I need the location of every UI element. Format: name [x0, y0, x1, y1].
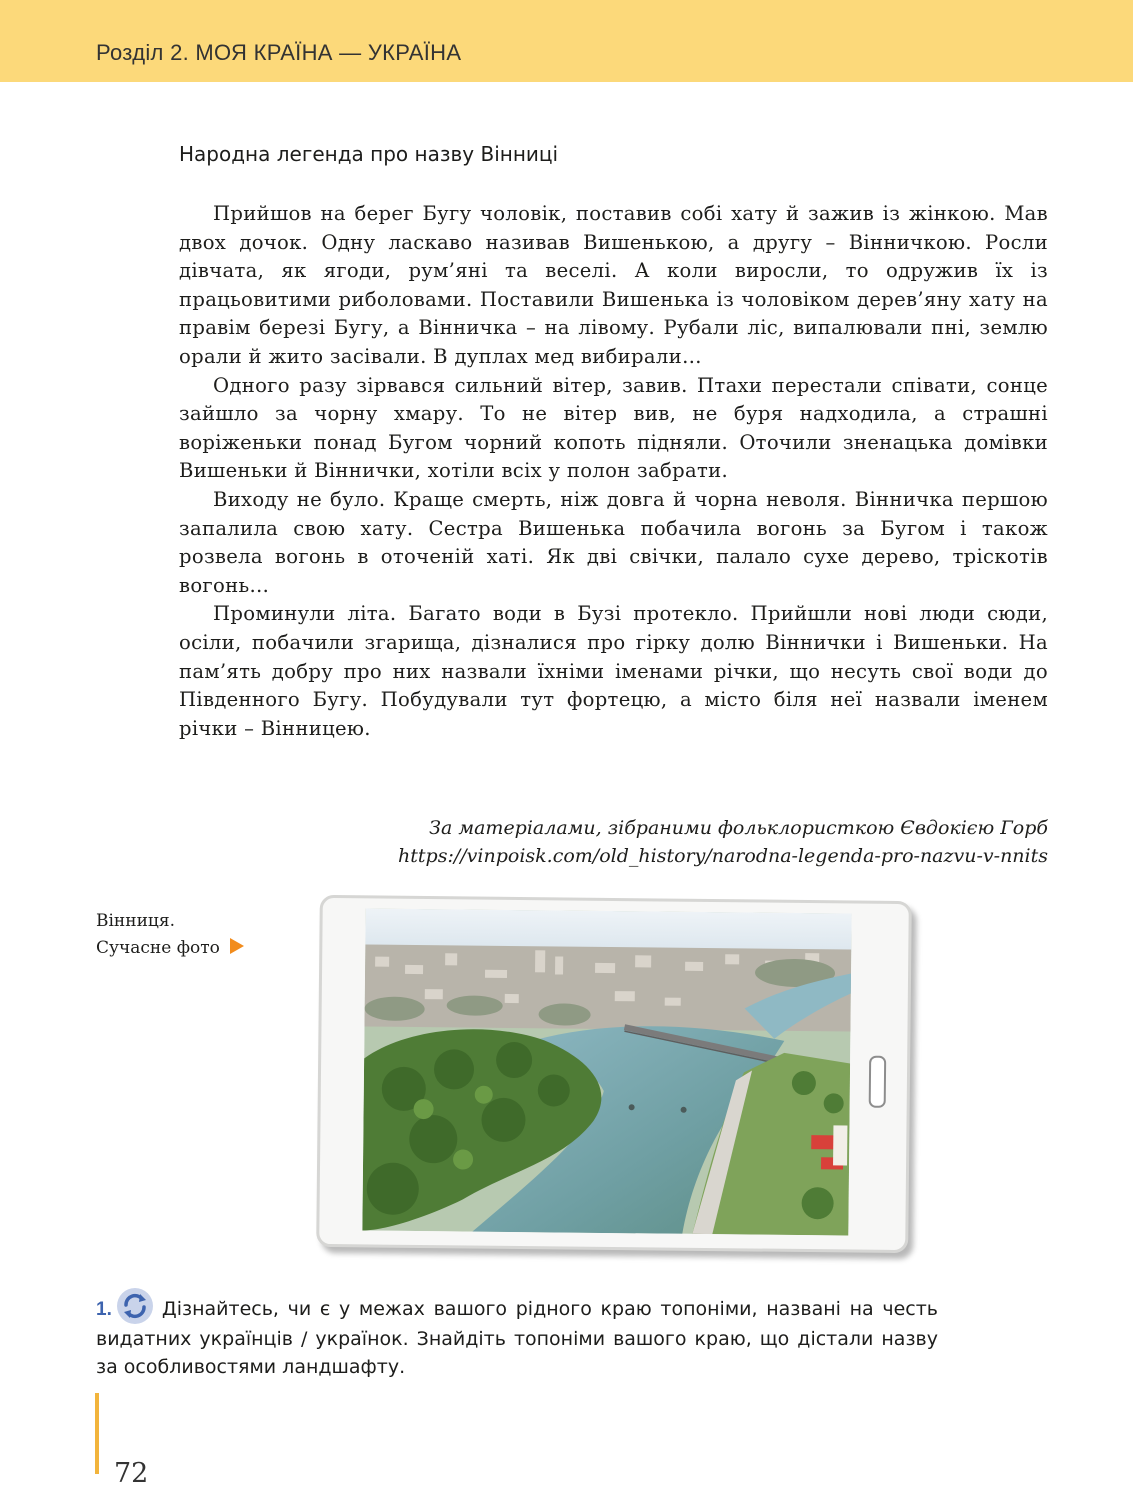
caption-line-1: Вінниця. — [96, 911, 175, 931]
task-text: Дізнайтесь, чи є у межах вашого рідного краю топоніми, названі на честь видатних українців / українок. Знайдіть топоніми вашого краю, що дістали назву за особливостями ландшафту. — [96, 1298, 938, 1378]
refresh-icon — [116, 1287, 154, 1325]
source-attribution — [398, 814, 1048, 870]
tablet-home-button — [869, 1056, 887, 1108]
photo-caption — [96, 908, 244, 962]
pointer-arrow-icon — [230, 938, 244, 954]
legend-paragraph: Прийшов на берег Бугу чоловік, поставив собі хату й зажив із жінкою. Мав двох дочок. Одну ласкаво називав Вишенькою, а другу – Вінничкою. Росли дівчата, як ягоди, рум’яні та веселі. А коли виросли, то одружив їх із працьовитими риболовами. Поставили Вишенька із чоловіком дерев’яну хату на правім березі Бугу, а Вінничка – на лівому. Рубали ліс, випалювали пні, землю орали й жито засівали. В дуплах мед вибирали… — [179, 202, 1048, 368]
caption-line-2: Сучасне фото — [96, 938, 220, 958]
task-1 — [96, 1287, 938, 1381]
legend-paragraph: Проминули літа. Багато води в Бузі протекло. Прийшли нові люди сюди, осіли, побачили згарища, дізналися про гірку долю Віннички і Вишеньки. На пам’ять добру про них назвали їхніми іменами річки, що несуть свої води до Південного Бугу. Побудували тут фортецю, а місто біля неї назвали іменем річки – Вінницею. — [179, 602, 1048, 740]
page-margin-bar — [95, 1393, 99, 1474]
section-title: Розділ 2. МОЯ КРАЇНА — УКРАЇНА — [96, 40, 462, 65]
legend-paragraph: Виходу не було. Краще смерть, ніж довга й чорна неволя. Вінничка першою запалила свою хату. Сестра Вишенька побачила вогонь за Бугом і також розвела вогонь в оточеній хаті. Як дві свічки, палало сухе дерево, тріскотів вогонь… — [179, 487, 1048, 597]
source-url: https://vinpoisk.com/old_history/narodna-legenda-pro-nazvu-v-nnits — [398, 845, 1048, 867]
legend-paragraph: Одного разу зірвався сильний вітер, завив. Птахи перестали співати, сонце зайшло за чорну хмару. То не вітер вив, не буря надходила, а страшні воріженьки понад Бугом чорний копоть підняли. Оточили зненацька домівки Вишеньки й Віннички, хотіли всіх у полон забрати. — [179, 373, 1048, 483]
legend-title: Народна легенда про назву Вінниці — [179, 142, 559, 166]
page-number: 72 — [114, 1458, 149, 1489]
task-number: 1. — [96, 1299, 112, 1320]
source-line: За матеріалами, зібраними фольклористкою Євдокією Горб — [429, 817, 1048, 839]
vinnytsia-aerial-photo — [362, 908, 851, 1235]
legend-text — [179, 200, 1048, 743]
